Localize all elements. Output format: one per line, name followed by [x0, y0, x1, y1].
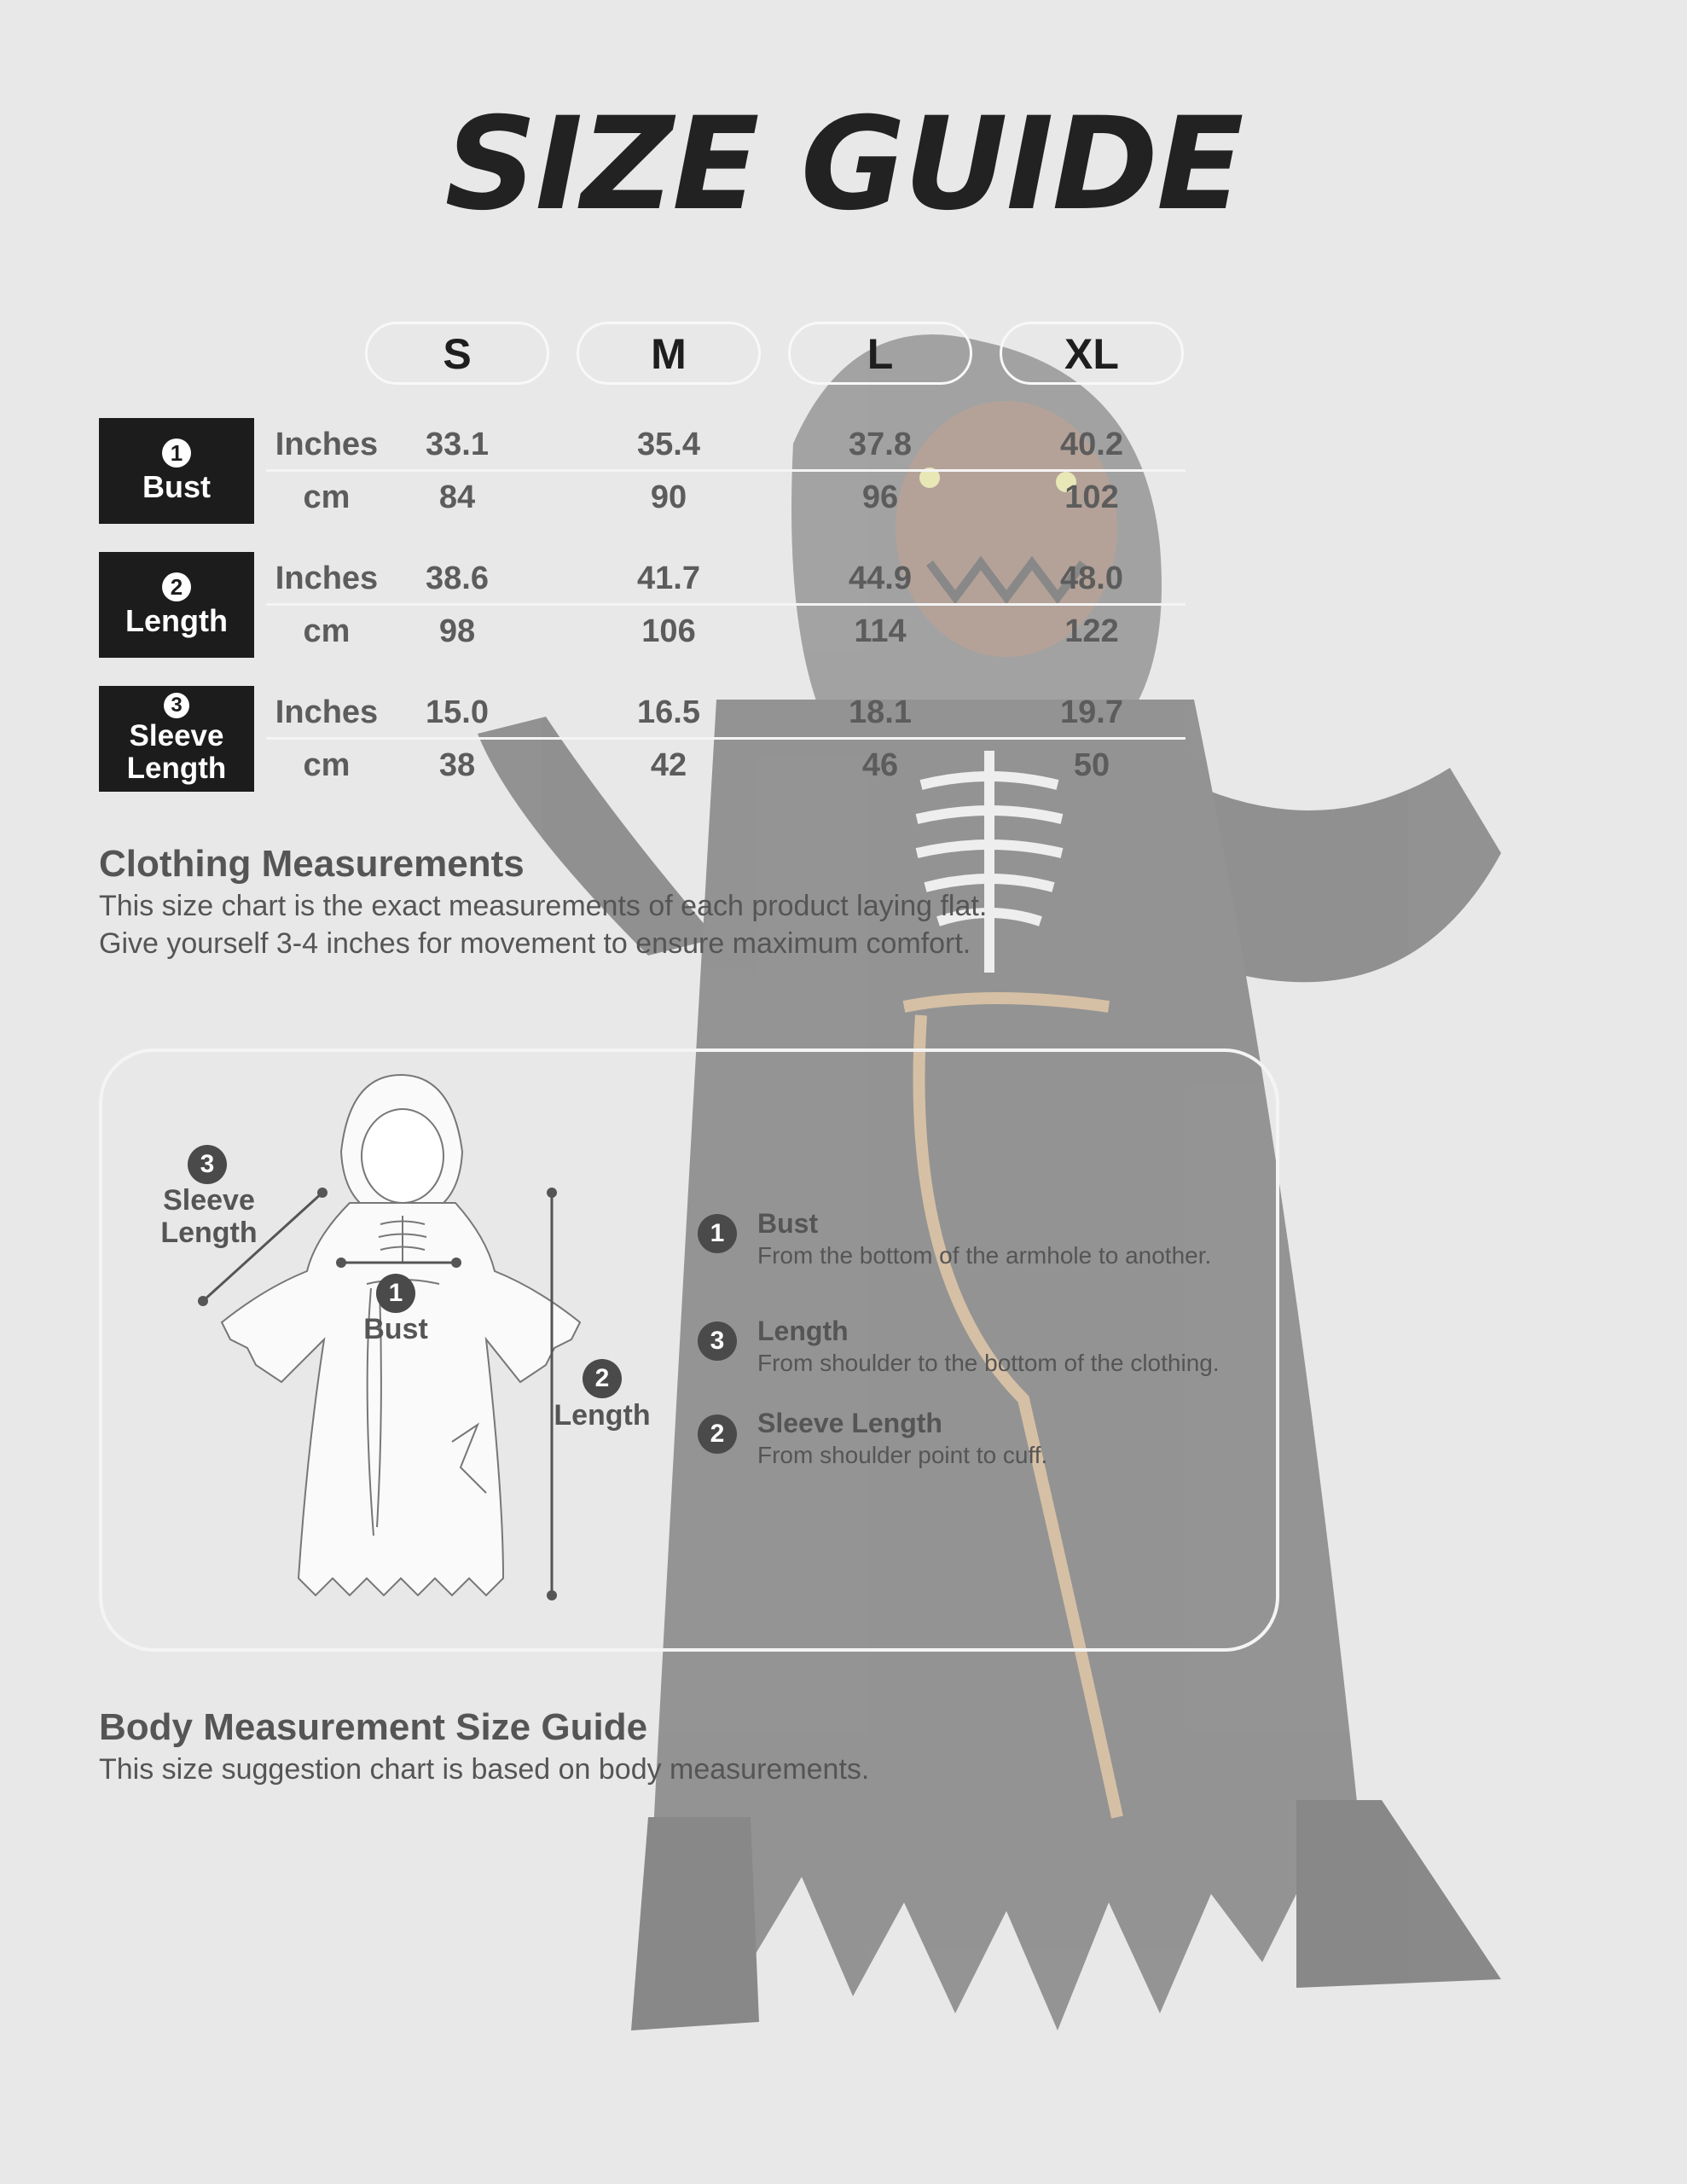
row-divider [266, 737, 1186, 740]
table-cell: 122 [1064, 613, 1119, 649]
measurement-name: Bust [142, 468, 211, 504]
table-cell: 33.1 [426, 427, 489, 462]
table-cell: 18.1 [849, 694, 912, 730]
diagram-label-length: Length [554, 1399, 651, 1432]
table-cell: 98 [438, 613, 476, 649]
table-cell: 38.6 [426, 561, 489, 596]
table-cell: 41.7 [637, 561, 700, 596]
page-title: SIZE GUIDE [444, 90, 1243, 239]
measurement-name-line2: Length [126, 752, 227, 785]
unit-label: cm [303, 747, 351, 783]
table-cell: 38 [438, 747, 476, 783]
row-divider [266, 603, 1186, 606]
table-cell: 35.4 [637, 427, 700, 462]
clothing-measurements-line1: This size chart is the exact measurements of each product laying flat. [99, 890, 988, 922]
clothing-measurements-heading: Clothing Measurements [99, 843, 525, 885]
diagram-badge-bust: 1 [376, 1274, 415, 1313]
table-cell: 48.0 [1060, 561, 1123, 596]
table-cell: 90 [650, 479, 687, 515]
unit-label: Inches [275, 694, 379, 730]
legend-title-length: Length [757, 1316, 849, 1346]
diagram-badge-sleeve: 3 [188, 1145, 227, 1184]
legend-title-bust: Bust [757, 1208, 819, 1239]
size-header-l: L [788, 322, 972, 385]
table-cell: 84 [438, 479, 476, 515]
clothing-measurements-line2: Give yourself 3-4 inches for movement to ensure maximum comfort. [99, 927, 971, 960]
diagram-label-sleeve-line1: Sleeve [163, 1184, 255, 1217]
size-header-s: S [365, 322, 549, 385]
measurement-label-bust [99, 418, 254, 524]
table-cell: 37.8 [849, 427, 912, 462]
table-cell: 15.0 [426, 694, 489, 730]
legend-badge: 1 [698, 1214, 737, 1253]
number-badge: 3 [164, 693, 189, 718]
legend-desc-length: From shoulder to the bottom of the clothing. [757, 1350, 1220, 1376]
number-badge: 2 [162, 572, 191, 601]
table-cell: 40.2 [1060, 427, 1123, 462]
body-measurement-heading: Body Measurement Size Guide [99, 1706, 648, 1748]
number-badge: 1 [162, 439, 191, 468]
table-cell: 19.7 [1060, 694, 1123, 730]
table-cell: 50 [1073, 747, 1110, 783]
diagram-label-sleeve-line2: Length [160, 1217, 258, 1249]
unit-label: cm [303, 613, 351, 649]
table-cell: 42 [650, 747, 687, 783]
table-cell: 46 [861, 747, 899, 783]
legend-badge: 2 [698, 1414, 737, 1454]
legend-title-sleeve-length: Sleeve Length [757, 1408, 942, 1438]
table-cell: 106 [641, 613, 696, 649]
size-header-xl: XL [1000, 322, 1184, 385]
table-cell: 102 [1064, 479, 1119, 515]
table-cell: 16.5 [637, 694, 700, 730]
diagram-label-bust: Bust [363, 1313, 428, 1345]
unit-label: Inches [275, 427, 379, 462]
legend-desc-sleeve-length: From shoulder point to cuff. [757, 1442, 1048, 1468]
measurement-label-sleeve-length [99, 686, 254, 792]
measurement-name: Length [125, 602, 228, 638]
legend-badge: 3 [698, 1321, 737, 1361]
table-cell: 114 [854, 613, 907, 649]
legend-desc-bust: From the bottom of the armhole to another. [757, 1242, 1212, 1269]
body-measurement-line1: This size suggestion chart is based on body measurements. [99, 1753, 870, 1786]
row-divider [266, 469, 1186, 472]
table-cell: 96 [861, 479, 899, 515]
measurement-name-line1: Sleeve [129, 719, 224, 752]
size-header-m: M [577, 322, 761, 385]
unit-label: cm [303, 479, 351, 515]
unit-label: Inches [275, 561, 379, 596]
table-cell: 44.9 [849, 561, 912, 596]
diagram-badge-length: 2 [583, 1359, 622, 1398]
measurement-label-length [99, 552, 254, 658]
